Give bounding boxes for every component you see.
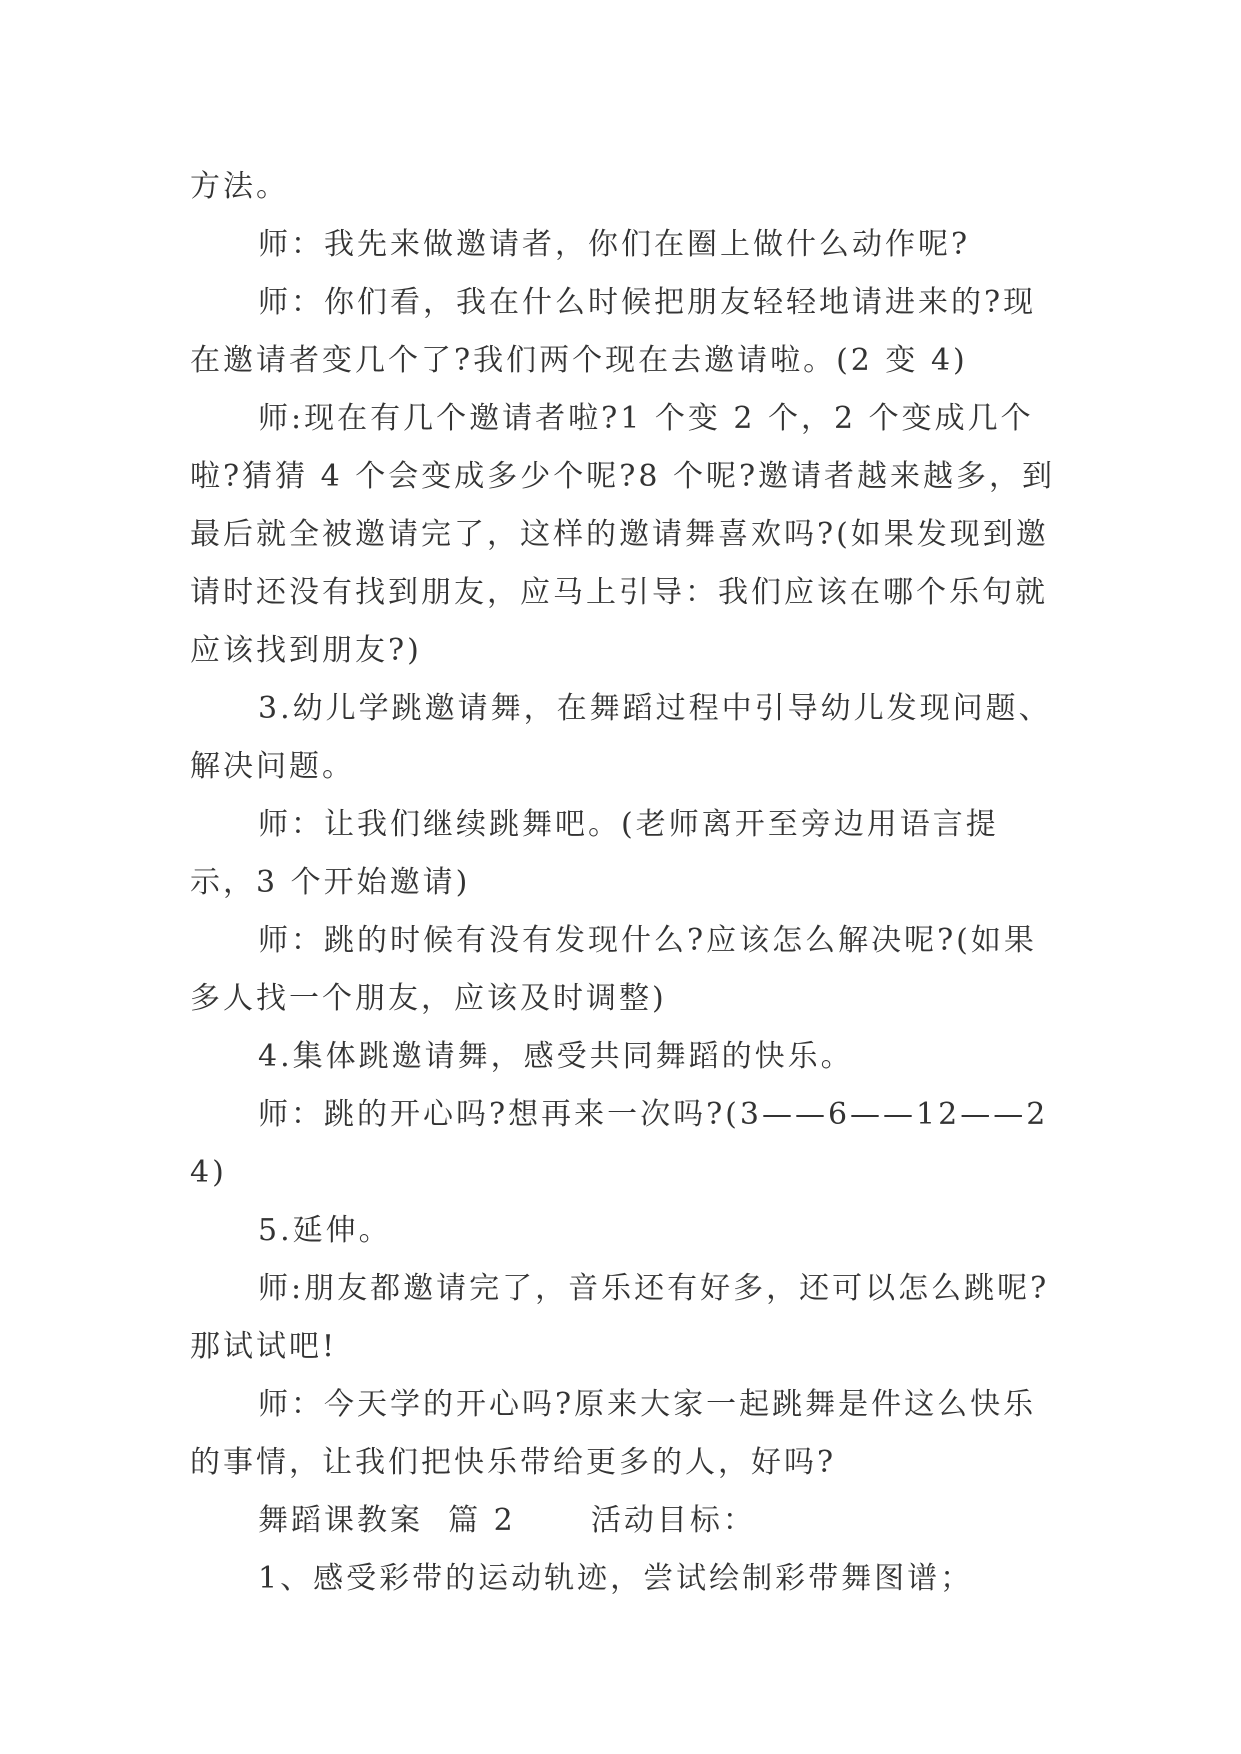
paragraph-7: 师：跳的时候有没有发现什么?应该怎么解决呢?(如果多人找一个朋友，应该及时调整) [190,923,1037,1016]
paragraph-6: 师：让我们继续跳舞吧。(老师离开至旁边用语言提示，3 个开始邀请) [190,807,999,900]
paragraph-4: 师:现在有几个邀请者啦?1 个变 2 个，2 个变成几个啦?猜猜 4 个会变成多少个呢?8 个呢?邀请者越来越多，到最后就全被邀请完了，这样的邀请舞喜欢吗?(如果发现到邀请时还没有找到朋友，应马上引导：我们应该在哪个乐句就应该找到朋友?) [190,401,1056,668]
paragraph-10: 5.延伸。 [258,1213,392,1248]
paragraph-11: 师:朋友都邀请完了，音乐还有好多，还可以怎么跳呢?那试试吧! [190,1271,1050,1364]
paragraph-1: 方法。 [190,169,289,204]
paragraph-2: 师：我先来做邀请者，你们在圈上做什么动作呢? [258,227,971,262]
paragraph-9: 师：跳的开心吗?想再来一次吗?(3——6——12——24) [190,1097,1049,1190]
paragraph-8: 4.集体跳邀请舞，感受共同舞蹈的快乐。 [258,1039,854,1074]
paragraph-12: 师：今天学的开心吗?原来大家一起跳舞是件这么快乐的事情，让我们把快乐带给更多的人，好吗? [190,1387,1037,1480]
document-body [190,158,1060,1608]
paragraph-14: 1、感受彩带的运动轨迹，尝试绘制彩带舞图谱； [258,1561,974,1596]
paragraph-3: 师：你们看，我在什么时候把朋友轻轻地请进来的?现在邀请者变几个了?我们两个现在去邀请啦。(2 变 4) [190,285,1037,378]
paragraph-13: 舞蹈课教案 篇 2 活动目标： [258,1503,756,1538]
paragraph-5: 3.幼儿学跳邀请舞，在舞蹈过程中引导幼儿发现问题、解决问题。 [190,691,1052,784]
